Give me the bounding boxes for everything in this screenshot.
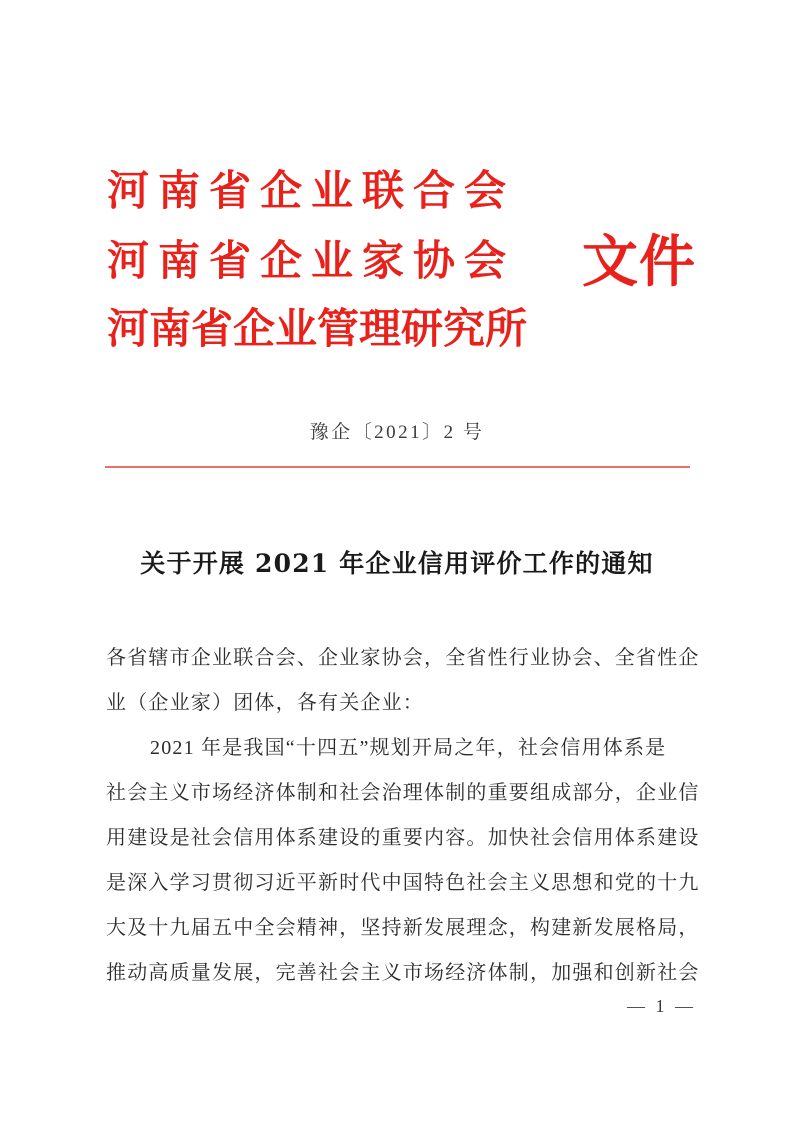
document-body: [106, 636, 700, 996]
document-number: 豫企〔2021〕2 号: [309, 422, 485, 443]
body-line: 是深入学习贯彻习近平新时代中国特色社会主义思想和党的十九: [106, 872, 700, 894]
letterhead-document-word: 文件: [582, 229, 696, 295]
body-line: 各省辖市企业联合会、企业家协会，全省性行业协会、全省性企: [106, 647, 700, 669]
body-line: 社会主义市场经济体制和社会治理体制的重要组成部分，企业信: [106, 782, 700, 804]
letterhead-org-names: [107, 150, 587, 368]
document-title: 关于开展 2021 年企业信用评价工作的通知: [140, 549, 654, 578]
body-line: 2021 年是我国“十四五”规划开局之年，社会信用体系是: [150, 737, 667, 759]
red-divider-rule: [105, 466, 690, 468]
letterhead-line-1: 河南省企业联合会: [107, 166, 516, 215]
letterhead-line-3: 河南省企业管理研究所: [107, 304, 528, 353]
body-line: 用建设是社会信用体系建设的重要内容。加快社会信用体系建设: [106, 827, 700, 849]
letterhead: [0, 150, 794, 365]
body-line: 大及十九届五中全会精神，坚持新发展理念，构建新发展格局，: [106, 917, 700, 939]
page-number: — 1 —: [627, 996, 696, 1016]
body-line: 业（企业家）团体，各有关企业：: [106, 692, 424, 714]
body-line: 推动高质量发展，完善社会主义市场经济体制，加强和创新社会: [106, 962, 700, 984]
letterhead-line-2: 河南省企业家协会: [107, 236, 516, 285]
